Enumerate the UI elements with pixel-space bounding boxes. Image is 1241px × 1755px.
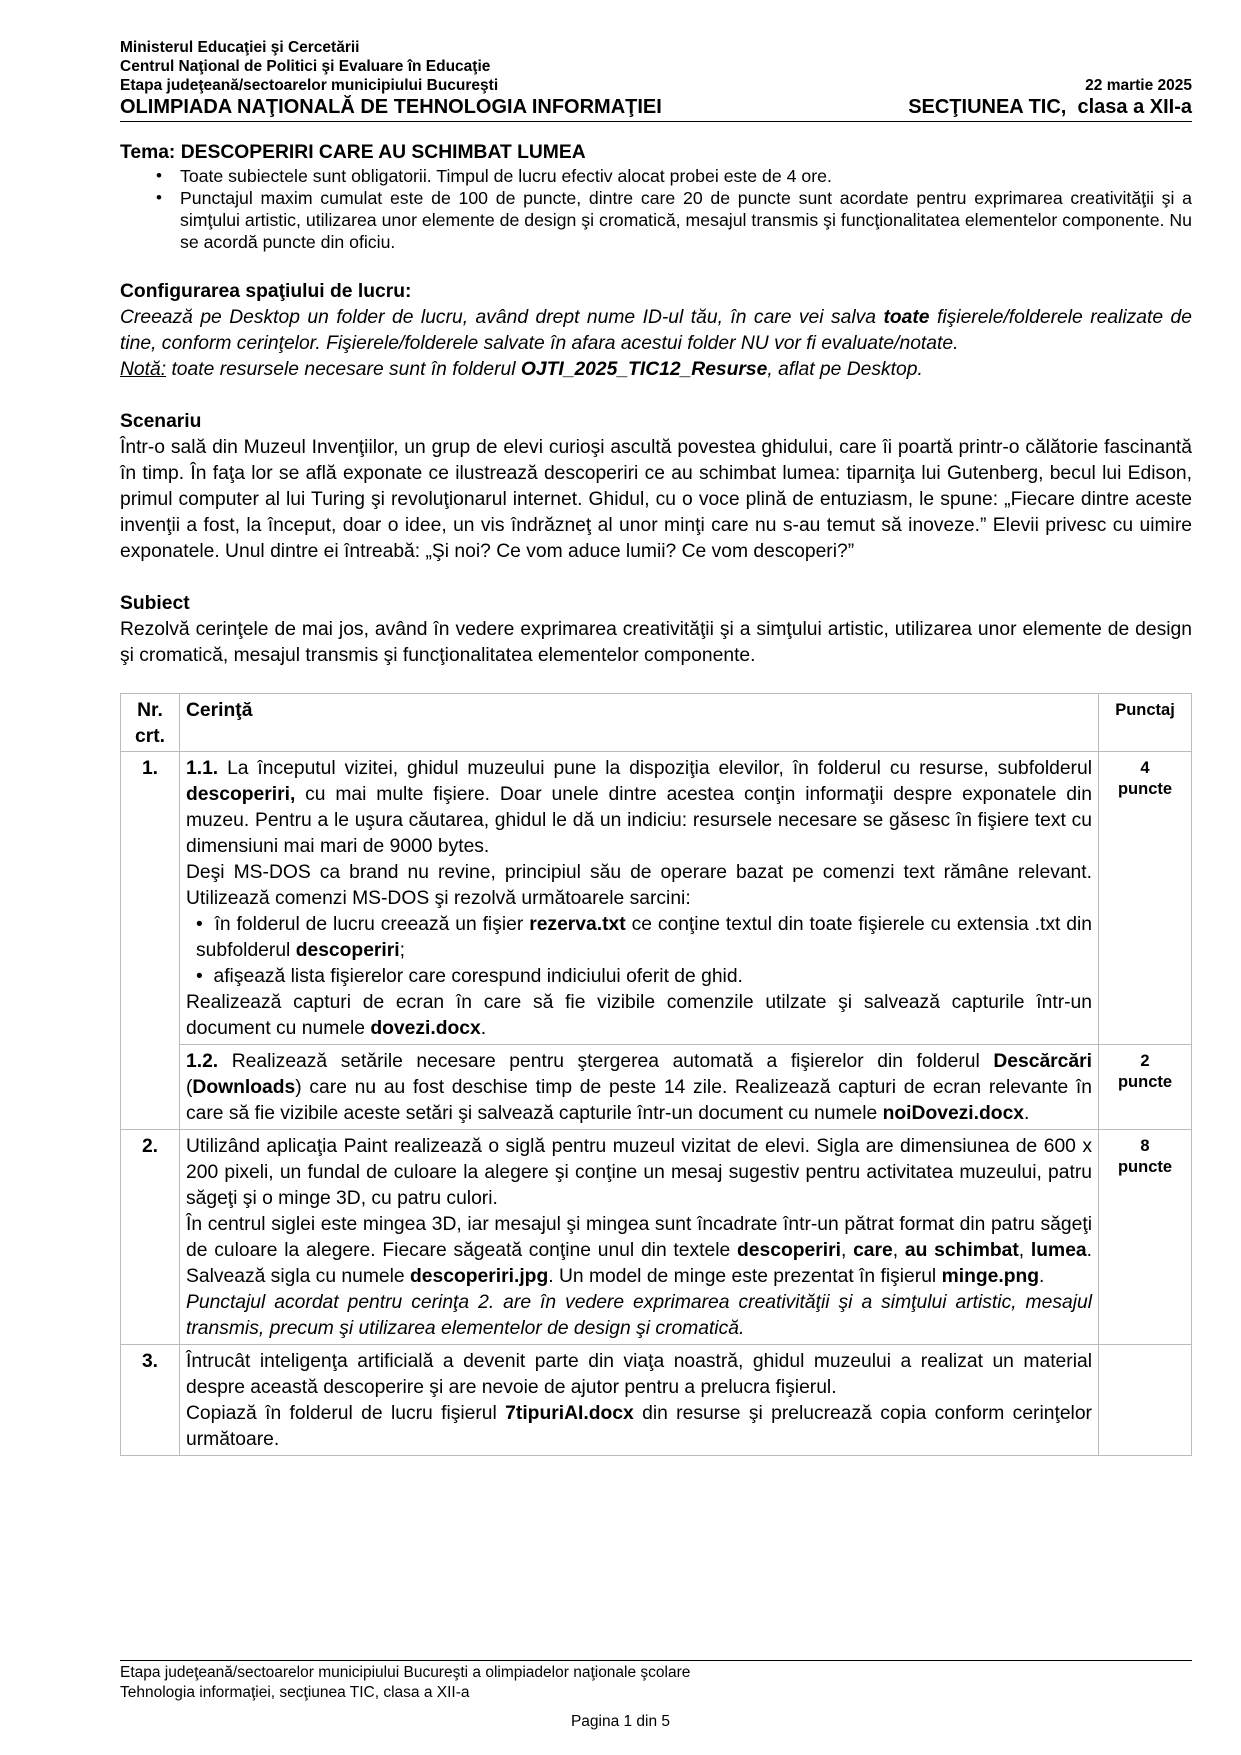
table-row: [121, 1345, 1192, 1456]
table-row: [121, 752, 1192, 1045]
config-note: Notă: toate resursele necesare sunt în folderul OJTI_2025_TIC12_Resurse, aflat pe Desktop.: [120, 359, 923, 380]
footer: [120, 1660, 1192, 1703]
header-section: SECŢIUNEA TIC, clasa a XII-a: [908, 96, 1192, 118]
header-cerinta: Cerinţă: [180, 694, 1099, 752]
subject-heading: Subiect: [120, 593, 190, 614]
page: [120, 38, 1192, 1456]
list-item: • Toate subiectele sunt obligatorii. Timpul de lucru efectiv alocat probei este de 4 ore.: [120, 165, 1192, 187]
config-heading: Configurarea spaţiului de lucru:: [120, 281, 412, 302]
points-1-1: 4 puncte: [1099, 752, 1192, 1045]
points-2: 8 puncte: [1099, 1130, 1192, 1345]
table-row: [121, 1045, 1192, 1130]
header-date: 22 martie 2025: [1085, 77, 1192, 94]
theme-heading: Tema: DESCOPERIRI CARE AU SCHIMBAT LUMEA: [120, 142, 586, 163]
list-item: • Punctajul maxim cumulat este de 100 de puncte, dintre care 20 de puncte sunt acordate pentru exprimarea creativităţii şi a simţului artistic, utilizarea unor elemente de design şi cromatică, mesajul transmis şi funcţionalitatea elementelor componente. Nu se acordă puncte din oficiu.: [120, 187, 1192, 253]
row-number: 3.: [121, 1345, 180, 1456]
requirement-3: Întrucât inteligenţa artificială a devenit parte din viaţa noastră, ghidul muzeului a realizat un material despre această descoperire şi are nevoie de ajutor pentru a prelucra fişierul. Copiază în folderul de lucru fişierul 7tipuriAI.docx din resurse şi prelucrează copia conform cerinţelor următoare.: [180, 1345, 1099, 1456]
header-punctaj: Punctaj: [1099, 694, 1192, 752]
requirement-1-2: 1.2. Realizează setările necesare pentru ştergerea automată a fişierelor din folderul Descărcări (Downloads) care nu au fost deschise timp de peste 14 zile. Realizează capturi de ecran relevante în care să fie vizibile aceste setări şi salvează capturile într-un document cu numele noiDovezi.docx.: [180, 1045, 1099, 1130]
points-1-2: 2 puncte: [1099, 1045, 1192, 1130]
header-divider: [120, 121, 1192, 122]
page-number: Pagina 1 din 5: [570, 1713, 671, 1730]
config-text: Creează pe Desktop un folder de lucru, având drept nume ID-ul tău, în care vei salva toate fişierele/folderele realizate de tine, conform cerinţelor. Fişierele/folderele salvate în afara acestui folder NU vor fi evaluate/notate.: [120, 307, 1192, 354]
points-3: [1099, 1345, 1192, 1456]
table-header-row: [121, 694, 1192, 752]
row-number: 1.: [121, 752, 180, 1130]
footer-line1: Etapa judeţeană/sectoarelor municipiului Bucureşti a olimpiadelor naţionale şcolare: [120, 1664, 691, 1681]
header-nr: Nr. crt.: [121, 694, 180, 752]
footer-line2: Tehnologia informaţiei, secţiunea TIC, clasa a XII-a: [120, 1684, 470, 1701]
requirement-2: Utilizând aplicaţia Paint realizează o siglă pentru muzeul vizitat de elevi. Sigla are dimensiunea de 600 x 200 pixeli, un fundal de culoare la alegere şi conţine un mesaj sugestiv pentru activitatea muzeului, patru săgeţi şi o minge 3D, cu patru culori. În centrul siglei este mingea 3D, iar mesajul şi mingea sunt încadrate într-un pătrat format din patru săgeţi de culoare la alegere. Fiecare săgeată conţine unul din textele descoperiri, care, au schimbat, lumea. Salvează sigla cu numele descoperiri.jpg. Un model de minge este prezentat în fişierul minge.png. Punctajul acordat pentru cerinţa 2. are în vedere exprimarea creativităţii şi a simţului artistic, mesajul transmis, precum şi utilizarea elementelor de design şi cromatică.: [180, 1130, 1099, 1345]
header-center: Centrul Naţional de Politici şi Evaluare în Educaţie: [120, 58, 491, 75]
header-title: OLIMPIADA NAŢIONALĂ DE TEHNOLOGIA INFORMAŢIEI: [120, 96, 662, 118]
header-stage: Etapa judeţeană/sectoarelor municipiului Bucureşti: [120, 77, 499, 94]
row-number: 2.: [121, 1130, 180, 1345]
header-ministry: Ministerul Educaţiei şi Cercetării: [120, 39, 360, 56]
subject-text: Rezolvă cerinţele de mai jos, având în vedere exprimarea creativităţii şi a simţului artistic, utilizarea unor elemente de design şi cromatică, mesajul transmis şi funcţionalitatea elementelor componente.: [120, 619, 1192, 666]
requirements-table: [120, 693, 1192, 1456]
table-row: [121, 1130, 1192, 1345]
scenario-text: Într-o sală din Muzeul Invenţiilor, un grup de elevi curioşi ascultă povestea ghidului, care îi poartă printr-o călătorie fascinantă în timp. În faţa lor se află exponate ce ilustrează descoperiri ce au schimbat lumea: tiparniţa lui Gutenberg, becul lui Edison, primul computer al lui Turing şi revoluţionarul internet. Ghidul, cu o voce plină de entuziasm, le spune: „Fiecare dintre aceste invenţii a fost, la început, doar o idee, un vis îndrăzneţ al unor minţi care nu s-au temut să inoveze.” Elevii privesc cu uimire exponatele. Unul dintre ei întreabă: „Şi noi? Ce vom aduce lumii? Ce vom descoperi?”: [120, 437, 1192, 562]
scenario-heading: Scenariu: [120, 411, 202, 432]
requirement-1-1: 1.1. La începutul vizitei, ghidul muzeului pune la dispoziţia elevilor, în folderul cu resurse, subfolderul descoperiri, cu mai multe fişiere. Doar unele dintre acestea conţin informaţii despre exponatele din muzeu. Pentru a le uşura căutarea, ghidul le dă un indiciu: resursele necesare se găsesc în fişiere text cu dimensiuni mai mari de 9000 bytes. Deşi MS-DOS ca brand nu revine, principiul său de operare bazat pe comenzi text rămâne relevant. Utilizează comenzi MS-DOS şi rezolvă următoarele sarcini: • în folderul de lucru creează un fişier rezerva.txt ce conţine textul din toate fişierele cu extensia .txt din subfolderul descoperiri; • afişează lista fişierelor care corespund indiciului oferit de ghid. Realizează capturi de ecran în care să fie vizibile comenzile utilzate şi salvează capturile într-un document cu numele dovezi.docx.: [180, 752, 1099, 1045]
rules-list: [120, 165, 1192, 253]
